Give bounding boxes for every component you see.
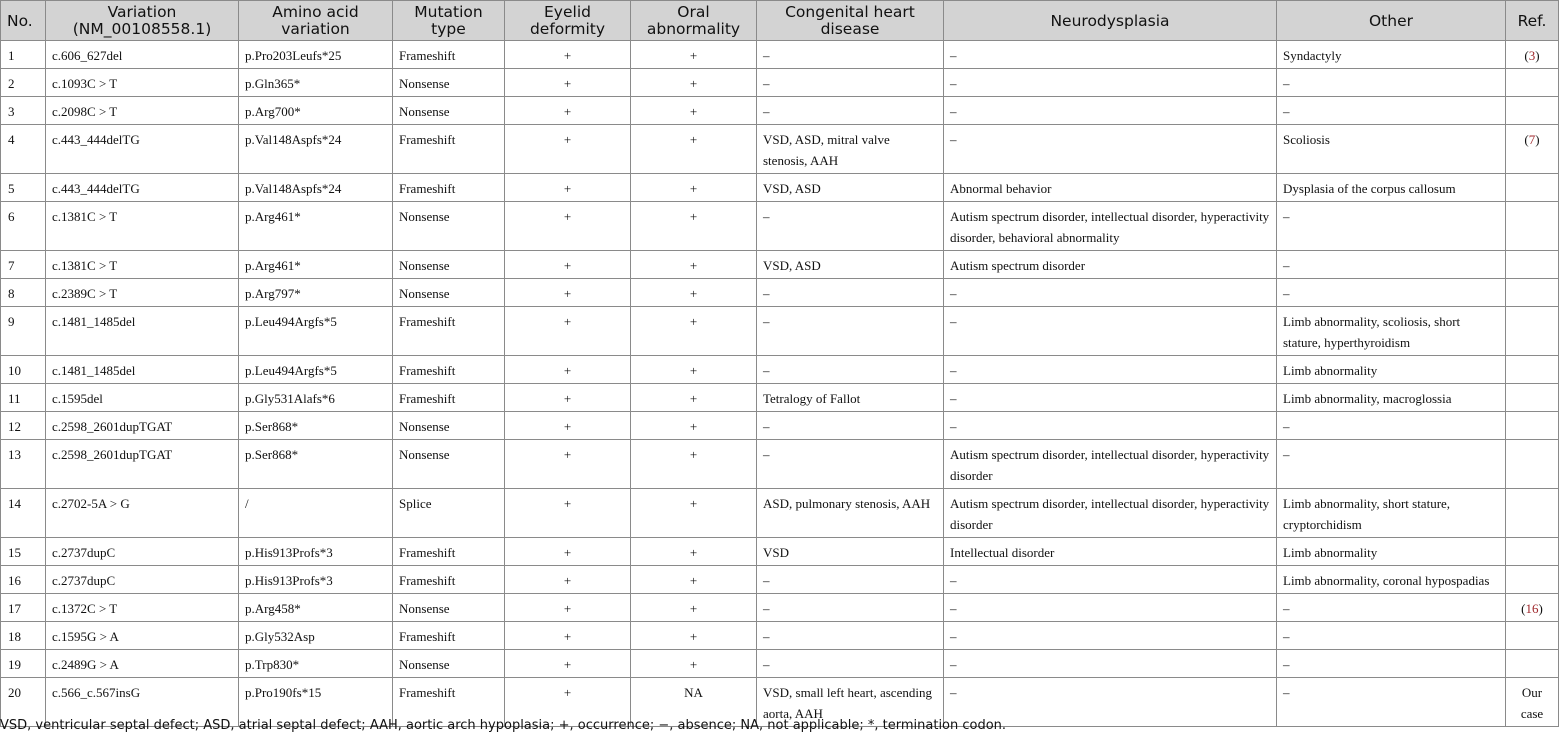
cell-other: –: [1277, 412, 1506, 440]
header-heart-line1: Congenital heart: [785, 3, 915, 21]
cell-neuro: Autism spectrum disorder, intellectual disorder, hyperactivity disorder: [944, 440, 1277, 489]
header-mutation-type-line2: type: [431, 20, 466, 38]
table-row: [1, 202, 1559, 251]
cell-heart: ASD, pulmonary stenosis, AAH: [757, 489, 944, 538]
cell-amino: p.Arg797*: [239, 279, 393, 307]
cell-eyelid: +: [505, 356, 631, 384]
cell-variation: c.1093C > T: [46, 69, 239, 97]
cell-type: Frameshift: [393, 41, 505, 69]
header-eyelid-line1: Eyelid: [544, 3, 591, 21]
table-row: [1, 69, 1559, 97]
cell-amino: p.Pro203Leufs*25: [239, 41, 393, 69]
cell-type: Frameshift: [393, 622, 505, 650]
cell-heart: –: [757, 356, 944, 384]
cell-type: Frameshift: [393, 538, 505, 566]
cell-no: 5: [1, 174, 46, 202]
cell-other: –: [1277, 251, 1506, 279]
cell-type: Nonsense: [393, 594, 505, 622]
cell-variation: c.1595del: [46, 384, 239, 412]
cell-eyelid: +: [505, 125, 631, 174]
cell-no: 13: [1, 440, 46, 489]
cell-other: –: [1277, 279, 1506, 307]
cell-heart: Tetralogy of Fallot: [757, 384, 944, 412]
cell-heart: –: [757, 440, 944, 489]
cell-amino: p.Gly531Alafs*6: [239, 384, 393, 412]
ref-link[interactable]: 3: [1528, 48, 1536, 63]
cell-variation: c.2737dupC: [46, 566, 239, 594]
cell-heart: –: [757, 650, 944, 678]
cell-heart: VSD: [757, 538, 944, 566]
cell-no: 4: [1, 125, 46, 174]
cell-other: –: [1277, 594, 1506, 622]
cell-amino: p.Gln365*: [239, 69, 393, 97]
cell-oral: +: [631, 440, 757, 489]
cell-type: Nonsense: [393, 69, 505, 97]
cell-oral: +: [631, 412, 757, 440]
cell-neuro: Autism spectrum disorder: [944, 251, 1277, 279]
cell-other: Syndactyly: [1277, 41, 1506, 69]
cell-no: 1: [1, 41, 46, 69]
cell-no: 7: [1, 251, 46, 279]
cell-variation: c.2389C > T: [46, 279, 239, 307]
header-ref-line1: Ref.: [1517, 11, 1547, 30]
ref-open-paren: (: [1524, 132, 1529, 147]
cell-variation: c.2702-5A > G: [46, 489, 239, 538]
cell-oral: +: [631, 307, 757, 356]
cell-amino: p.Ser868*: [239, 412, 393, 440]
cell-oral: +: [631, 174, 757, 202]
cell-ref: [1506, 41, 1559, 69]
cell-eyelid: +: [505, 307, 631, 356]
header-heart-line2: disease: [820, 20, 880, 38]
cell-ref: [1506, 174, 1559, 202]
cell-variation: c.566_c.567insG: [46, 678, 239, 727]
table-row: [1, 412, 1559, 440]
table-row: [1, 384, 1559, 412]
cell-heart: VSD, small left heart, ascending aorta, AAH: [757, 678, 944, 727]
cell-amino: p.Leu494Argfs*5: [239, 356, 393, 384]
cell-neuro: –: [944, 279, 1277, 307]
cell-amino: p.Arg700*: [239, 97, 393, 125]
cell-type: Nonsense: [393, 440, 505, 489]
table-row: [1, 650, 1559, 678]
cell-variation: c.443_444delTG: [46, 125, 239, 174]
header-row: [1, 1, 1559, 41]
cell-type: Frameshift: [393, 307, 505, 356]
cell-amino: p.His913Profs*3: [239, 566, 393, 594]
cell-oral: +: [631, 566, 757, 594]
cell-heart: VSD, ASD: [757, 174, 944, 202]
table-row: [1, 566, 1559, 594]
ref-open-paren: (: [1521, 601, 1526, 616]
header-amino-acid: [239, 1, 393, 41]
ref-close-paren: ): [1535, 132, 1540, 147]
cell-amino: p.Gly532Asp: [239, 622, 393, 650]
cell-variation: c.606_627del: [46, 41, 239, 69]
cell-type: Nonsense: [393, 202, 505, 251]
cell-variation: c.1381C > T: [46, 251, 239, 279]
table-row: [1, 489, 1559, 538]
cell-oral: +: [631, 594, 757, 622]
cell-other: Scoliosis: [1277, 125, 1506, 174]
cell-type: Splice: [393, 489, 505, 538]
cell-ref: [1506, 440, 1559, 489]
header-amino-acid-line2: variation: [281, 20, 350, 38]
cell-eyelid: +: [505, 440, 631, 489]
cell-type: Nonsense: [393, 412, 505, 440]
cell-oral: +: [631, 41, 757, 69]
cell-variation: c.443_444delTG: [46, 174, 239, 202]
cell-amino: p.Val148Aspfs*24: [239, 174, 393, 202]
cell-type: Frameshift: [393, 384, 505, 412]
header-amino-acid-line1: Amino acid: [272, 3, 359, 21]
cell-neuro: –: [944, 41, 1277, 69]
cell-no: 14: [1, 489, 46, 538]
cell-ref: [1506, 125, 1559, 174]
cell-other: –: [1277, 69, 1506, 97]
cell-eyelid: +: [505, 678, 631, 727]
header-other-line1: Other: [1368, 11, 1413, 30]
cell-eyelid: +: [505, 489, 631, 538]
cell-type: Frameshift: [393, 356, 505, 384]
header-ref: [1506, 1, 1559, 41]
cell-other: –: [1277, 650, 1506, 678]
cell-neuro: –: [944, 356, 1277, 384]
cell-no: 2: [1, 69, 46, 97]
cell-other: Limb abnormality, macroglossia: [1277, 384, 1506, 412]
cell-type: Frameshift: [393, 174, 505, 202]
cell-ref: [1506, 356, 1559, 384]
cell-oral: +: [631, 356, 757, 384]
cell-type: Frameshift: [393, 566, 505, 594]
cell-variation: c.1481_1485del: [46, 307, 239, 356]
cell-ref: [1506, 97, 1559, 125]
cell-heart: VSD, ASD, mitral valve stenosis, AAH: [757, 125, 944, 174]
cell-oral: +: [631, 251, 757, 279]
cell-no: 12: [1, 412, 46, 440]
header-oral: [631, 1, 757, 41]
cell-eyelid: +: [505, 622, 631, 650]
cell-amino: p.Arg461*: [239, 251, 393, 279]
cell-other: –: [1277, 622, 1506, 650]
cell-neuro: –: [944, 384, 1277, 412]
table-row: [1, 174, 1559, 202]
table-row: [1, 279, 1559, 307]
cell-heart: –: [757, 412, 944, 440]
cell-variation: c.1372C > T: [46, 594, 239, 622]
cell-oral: +: [631, 202, 757, 251]
cell-type: Nonsense: [393, 97, 505, 125]
cell-heart: VSD, ASD: [757, 251, 944, 279]
cell-ref: [1506, 202, 1559, 251]
header-no: [1, 1, 46, 41]
cell-neuro: –: [944, 566, 1277, 594]
cell-no: 16: [1, 566, 46, 594]
cell-type: Nonsense: [393, 650, 505, 678]
cell-eyelid: +: [505, 650, 631, 678]
cell-eyelid: +: [505, 384, 631, 412]
cell-amino: p.Arg461*: [239, 202, 393, 251]
cell-no: 9: [1, 307, 46, 356]
cell-eyelid: +: [505, 174, 631, 202]
cell-heart: –: [757, 566, 944, 594]
cell-variation: c.2598_2601dupTGAT: [46, 412, 239, 440]
header-mutation-type-line1: Mutation: [414, 3, 483, 21]
cell-no: 8: [1, 279, 46, 307]
cell-ref: [1506, 279, 1559, 307]
cell-variation: c.2489G > A: [46, 650, 239, 678]
cell-type: Frameshift: [393, 678, 505, 727]
header-neuro-line1: Neurodysplasia: [1050, 11, 1170, 30]
cell-oral: +: [631, 650, 757, 678]
cell-ref: [1506, 566, 1559, 594]
cell-amino: p.Ser868*: [239, 440, 393, 489]
cell-oral: +: [631, 97, 757, 125]
cell-other: –: [1277, 202, 1506, 251]
cell-eyelid: +: [505, 202, 631, 251]
cell-neuro: –: [944, 412, 1277, 440]
table-footnote: VSD, ventricular septal defect; ASD, atrial septal defect; AAH, aortic arch hypoplasia; +, occurrence; −, absence; NA, not applicable; *, termination codon.: [0, 718, 1007, 733]
cell-neuro: –: [944, 650, 1277, 678]
cell-other: Limb abnormality: [1277, 538, 1506, 566]
cell-heart: –: [757, 307, 944, 356]
header-oral-line2: abnormality: [646, 20, 741, 38]
cell-no: 6: [1, 202, 46, 251]
cell-eyelid: +: [505, 251, 631, 279]
cell-no: 15: [1, 538, 46, 566]
cell-eyelid: +: [505, 412, 631, 440]
cell-variation: c.1595G > A: [46, 622, 239, 650]
table-row: [1, 440, 1559, 489]
ref-link[interactable]: 7: [1528, 132, 1536, 147]
cell-no: 10: [1, 356, 46, 384]
cell-oral: +: [631, 622, 757, 650]
table-body: [1, 41, 1559, 727]
cell-ref: Our case: [1506, 678, 1559, 727]
header-neuro: [944, 1, 1277, 41]
cell-no: 18: [1, 622, 46, 650]
cell-oral: +: [631, 69, 757, 97]
cell-other: –: [1277, 440, 1506, 489]
table-row: [1, 97, 1559, 125]
cell-no: 20: [1, 678, 46, 727]
cell-heart: –: [757, 97, 944, 125]
cell-ref: [1506, 538, 1559, 566]
cell-variation: c.1481_1485del: [46, 356, 239, 384]
cell-no: 19: [1, 650, 46, 678]
cell-ref: [1506, 594, 1559, 622]
cell-ref: [1506, 69, 1559, 97]
cell-eyelid: +: [505, 69, 631, 97]
cell-eyelid: +: [505, 594, 631, 622]
header-eyelid-line2: deformity: [529, 20, 606, 38]
cell-variation: c.2098C > T: [46, 97, 239, 125]
cell-neuro: –: [944, 678, 1277, 727]
cell-ref: [1506, 622, 1559, 650]
cell-ref: [1506, 384, 1559, 412]
cell-heart: –: [757, 202, 944, 251]
cell-eyelid: +: [505, 538, 631, 566]
ref-close-paren: ): [1538, 601, 1543, 616]
cell-other: –: [1277, 97, 1506, 125]
cell-neuro: Autism spectrum disorder, intellectual disorder, hyperactivity disorder, behavioral abnormality: [944, 202, 1277, 251]
cell-heart: –: [757, 594, 944, 622]
cell-oral: +: [631, 489, 757, 538]
table-row: [1, 356, 1559, 384]
cell-oral: NA: [631, 678, 757, 727]
cell-variation: c.2737dupC: [46, 538, 239, 566]
cell-eyelid: +: [505, 41, 631, 69]
table-row: [1, 41, 1559, 69]
cell-heart: –: [757, 69, 944, 97]
cell-neuro: –: [944, 622, 1277, 650]
cell-ref: [1506, 307, 1559, 356]
table-row: [1, 307, 1559, 356]
header-oral-line1: Oral: [677, 3, 710, 21]
cell-neuro: Autism spectrum disorder, intellectual disorder, hyperactivity disorder: [944, 489, 1277, 538]
header-variation-line2: (NM_00108558.1): [72, 20, 212, 38]
cell-neuro: –: [944, 125, 1277, 174]
cell-oral: +: [631, 538, 757, 566]
cell-ref: [1506, 650, 1559, 678]
header-other: [1277, 1, 1506, 41]
cell-other: Limb abnormality, coronal hypospadias: [1277, 566, 1506, 594]
table-row: [1, 622, 1559, 650]
ref-link[interactable]: 16: [1525, 601, 1539, 616]
cell-amino: p.Pro190fs*15: [239, 678, 393, 727]
cell-other: Limb abnormality, scoliosis, short stature, hyperthyroidism: [1277, 307, 1506, 356]
header-heart: [757, 1, 944, 41]
cell-type: Frameshift: [393, 125, 505, 174]
cell-oral: +: [631, 279, 757, 307]
cell-amino: p.Arg458*: [239, 594, 393, 622]
cell-no: 11: [1, 384, 46, 412]
cell-heart: –: [757, 622, 944, 650]
cell-amino: p.Leu494Argfs*5: [239, 307, 393, 356]
cell-no: 17: [1, 594, 46, 622]
ref-open-paren: (: [1524, 48, 1529, 63]
cell-heart: –: [757, 279, 944, 307]
header-eyelid: [505, 1, 631, 41]
header-no-line1: No.: [7, 11, 33, 30]
cell-type: Nonsense: [393, 279, 505, 307]
table-row: [1, 594, 1559, 622]
cell-variation: c.2598_2601dupTGAT: [46, 440, 239, 489]
cell-amino: p.Val148Aspfs*24: [239, 125, 393, 174]
table-header: [1, 1, 1559, 41]
cell-no: 3: [1, 97, 46, 125]
cell-heart: –: [757, 41, 944, 69]
header-variation: [46, 1, 239, 41]
cell-eyelid: +: [505, 279, 631, 307]
cell-oral: +: [631, 125, 757, 174]
cell-eyelid: +: [505, 97, 631, 125]
header-mutation-type: [393, 1, 505, 41]
cell-ref: [1506, 412, 1559, 440]
ref-close-paren: ): [1535, 48, 1540, 63]
table-row: [1, 251, 1559, 279]
cell-other: Limb abnormality: [1277, 356, 1506, 384]
header-variation-line1: Variation: [107, 3, 177, 21]
cell-oral: +: [631, 384, 757, 412]
cell-amino: p.Trp830*: [239, 650, 393, 678]
cell-eyelid: +: [505, 566, 631, 594]
cell-neuro: –: [944, 594, 1277, 622]
cell-type: Nonsense: [393, 251, 505, 279]
cell-ref: [1506, 251, 1559, 279]
cell-amino: /: [239, 489, 393, 538]
cell-ref: [1506, 489, 1559, 538]
cell-other: –: [1277, 678, 1506, 727]
cell-other: Limb abnormality, short stature, cryptorchidism: [1277, 489, 1506, 538]
cell-neuro: –: [944, 69, 1277, 97]
cell-amino: p.His913Profs*3: [239, 538, 393, 566]
cell-neuro: –: [944, 97, 1277, 125]
cell-neuro: –: [944, 307, 1277, 356]
cell-neuro: Abnormal behavior: [944, 174, 1277, 202]
cell-other: Dysplasia of the corpus callosum: [1277, 174, 1506, 202]
table-row: [1, 125, 1559, 174]
cell-neuro: Intellectual disorder: [944, 538, 1277, 566]
table-row: [1, 538, 1559, 566]
cell-variation: c.1381C > T: [46, 202, 239, 251]
